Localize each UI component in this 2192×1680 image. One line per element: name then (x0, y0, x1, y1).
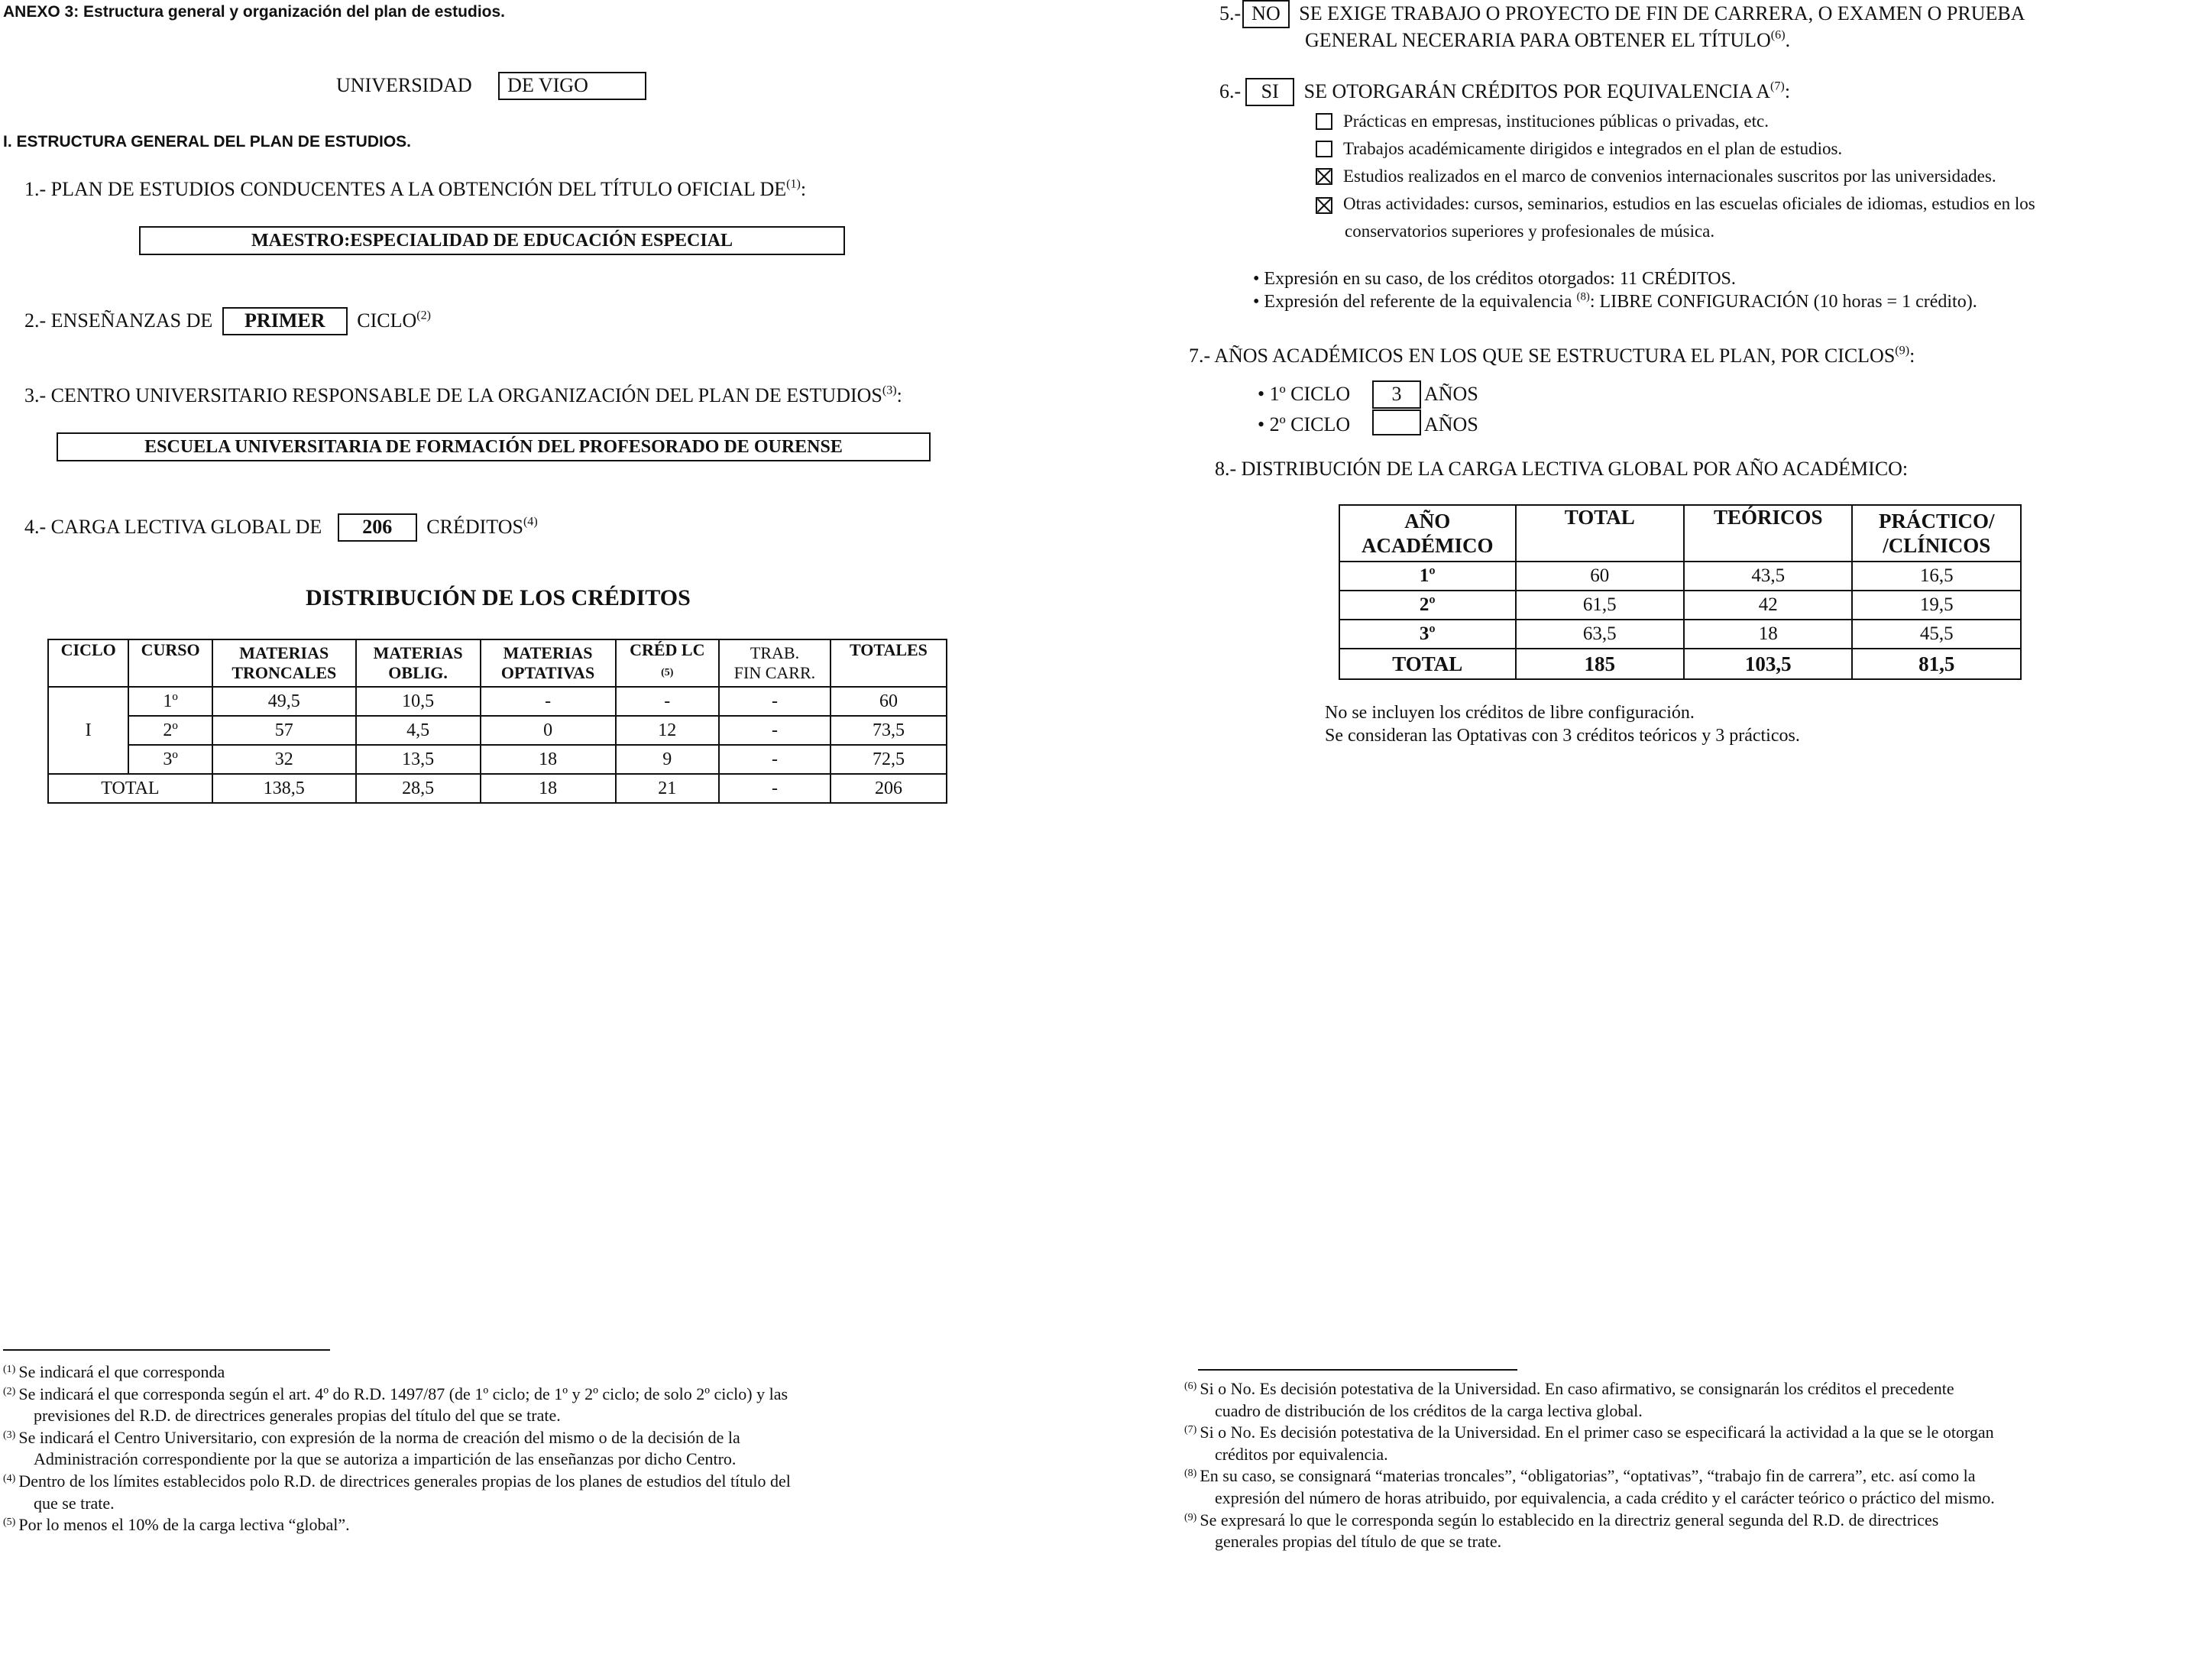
table-header-row (48, 639, 947, 687)
option-trabajos: Trabajos académicamente dirigidos e integrados en el plan de estudios. (1316, 138, 2179, 165)
table-cell: 18 (481, 774, 616, 803)
item8-note1: No se incluyen los créditos de libre configuración. (1325, 703, 1695, 723)
item1-note: (1) (786, 177, 801, 191)
col-ciclo: CICLO (48, 639, 128, 687)
col-teoricos: TEÓRICOS (1684, 505, 1852, 562)
table-cell: 185 (1516, 649, 1684, 679)
checkbox-unchecked-icon (1316, 113, 1332, 130)
university-value: DE VIGO (498, 72, 646, 100)
item2-row (24, 307, 431, 335)
table-cell: 73,5 (830, 716, 947, 745)
table-cell: 28,5 (356, 774, 481, 803)
item4-value: 206 (338, 513, 417, 542)
university-row (336, 72, 651, 100)
table-cell: 57 (212, 716, 356, 745)
table-cell: 9 (616, 745, 719, 774)
table-cell: 2º (1339, 591, 1516, 620)
table-cell: 60 (1516, 562, 1684, 591)
table-cell: 138,5 (212, 774, 356, 803)
item8-note2: Se consideran las Optativas con 3 créditos teóricos y 3 prácticos. (1325, 726, 1800, 746)
item3-value: ESCUELA UNIVERSITARIA DE FORMACIÓN DEL PROFESORADO DE OURENSE (57, 432, 931, 461)
col-trab: TRAB. FIN CARR. (719, 639, 830, 687)
table-cell: 60 (830, 687, 947, 716)
table-cell: - (719, 774, 830, 803)
item6-num: 6.- (1219, 80, 1242, 102)
col-total: TOTAL (1516, 505, 1684, 562)
table-cell: 42 (1684, 591, 1852, 620)
table-cell: 18 (1684, 620, 1852, 649)
table-cell: - (719, 745, 830, 774)
footnote: $^{(4)}$ Dentro de los límites establecidos polo R.D. de directrices generales propias de los planes de estudios del título del que se trate. (3, 1471, 791, 1513)
table-cell: - (719, 716, 830, 745)
item6-row: 6.- SI SE OTORGARÁN CRÉDITOS POR EQUIVALENCIA $A^{(7)}$: (1219, 78, 1790, 106)
table-cell: TOTAL (1339, 649, 1516, 679)
item8-label: 8.- DISTRIBUCIÓN DE LA CARGA LECTIVA GLOBAL POR AÑO ACADÉMICO: (1215, 458, 1909, 480)
table-cell: 32 (212, 745, 356, 774)
table-cell: 4,5 (356, 716, 481, 745)
footnote: $^{(7)}$ Si o No. Es decisión potestativa de la Universidad. En el primer caso se especificará la actividad a la que se le otorgan créditos por equivalencia. (1184, 1423, 1994, 1464)
item5: 5.- NO SE EXIGE TRABAJO O PROYECTO DE FIN DE CARRERA, O EXAMEN O PRUEBA GENERAL NECERARIA PARA OBTENER EL TÍTULO$^{(6)}$. (1219, 0, 2129, 53)
item5-value: NO (1242, 0, 1290, 28)
table-cell: - (719, 687, 830, 716)
item7-ciclo1: • 1º CICLO 3 AÑOS (1258, 380, 1478, 409)
table-cell: 72,5 (830, 745, 947, 774)
item1-label: 1.- PLAN DE ESTUDIOS CONDUCENTES A LA OBTENCIÓN DEL TÍTULO OFICIAL DE (24, 178, 787, 200)
annual-load-table (1339, 504, 2022, 680)
table-cell: 0 (481, 716, 616, 745)
footnote-divider (3, 1349, 330, 1351)
item1-value: MAESTRO:ESPECIALIDAD DE EDUCACIÓN ESPECIAL (139, 226, 845, 255)
item3-label-row: 3.- CENTRO UNIVERSITARIO RESPONSABLE DE LA ORGANIZACIÓN DEL PLAN DE ESTUDIOS$^{(3)}$: (24, 384, 902, 406)
table-cell: 1º (1339, 562, 1516, 591)
col-practicos: PRÁCTICO/ /CLÍNICOS (1852, 505, 2021, 562)
ciclo2-years (1372, 409, 1421, 435)
table-cell: - (481, 687, 616, 716)
table-cell: 81,5 (1852, 649, 2021, 679)
item6-expr1: • Expresión en su caso, de los créditos otorgados: 11 CRÉDITOS. (1253, 269, 1736, 289)
item6-value: SI (1245, 78, 1294, 106)
option-otras-actividades-cont: conservatorios superiores y profesionales de música. (1345, 222, 1715, 241)
table-cell: 18 (481, 745, 616, 774)
item6-text: SE OTORGARÁN CRÉDITOS POR EQUIVALENCIA A (1303, 80, 1771, 102)
table-cell: 19,5 (1852, 591, 2021, 620)
table-cell: 49,5 (212, 687, 356, 716)
footnote: $^{(8)}$ En su caso, se consignará “materias troncales”, “obligatorias”, “optativas”, “trabajo fin de carrera”, etc. así como la expresión del número de horas atribuido, por equivalencia, a cada crédito y el carácter teórico o práctico del mismo. (1184, 1466, 1995, 1507)
table-row (48, 687, 947, 716)
table-row (1339, 591, 2021, 620)
table-total-row (48, 774, 947, 803)
option-otras-actividades: Otras actividades: cursos, seminarios, estudios en las escuelas oficiales de idiomas, estudios en los (1316, 193, 2179, 220)
table-row (1339, 620, 2021, 649)
item2-value: PRIMER (222, 307, 348, 335)
table-cell: 12 (616, 716, 719, 745)
table-cell: 2º (128, 716, 212, 745)
footnote: $^{(1)}$ Se indicará el que corresponda (3, 1362, 225, 1381)
item3-note: (3) (882, 384, 897, 397)
table-cell: 16,5 (1852, 562, 2021, 591)
table-cell: 61,5 (1516, 591, 1684, 620)
footnote: $^{(9)}$ Se expresará lo que le corresponda según lo establecido en la directriz general segunda del R.D. de directrices generales propias del título de que se trate. (1184, 1510, 1939, 1552)
ciclo1-years: 3 (1372, 380, 1421, 409)
table-header-row (1339, 505, 2021, 562)
table-cell: 3º (1339, 620, 1516, 649)
checkbox-checked-icon (1316, 168, 1332, 185)
footnotes-right (1184, 1378, 2177, 1553)
table-cell: - (616, 687, 719, 716)
item1-label-row: 1.- PLAN DE ESTUDIOS CONDUCENTES A LA OBTENCIÓN DEL TÍTULO OFICIAL DE$^{(1)}$: (24, 177, 807, 200)
col-troncales: MATERIAS TRONCALES (212, 639, 356, 687)
item6-note: (7) (1770, 79, 1785, 93)
item2-note: (2) (416, 309, 432, 322)
credits-distribution-table (47, 639, 947, 804)
table-row (48, 745, 947, 774)
item5-text2: GENERAL NECERARIA PARA OBTENER EL TÍTULO (1305, 28, 1771, 51)
table-cell: 21 (616, 774, 719, 803)
total-label: TOTAL (48, 774, 212, 803)
col-anio: AÑO ACADÉMICO (1339, 505, 1516, 562)
item5-num: 5.- (1219, 2, 1242, 24)
table-cell: 10,5 (356, 687, 481, 716)
col-credlc: CRÉD LC (5) (616, 639, 719, 687)
ciclo-cell: I (48, 687, 128, 774)
item4-note: (4) (523, 515, 538, 529)
item4-row (24, 513, 538, 542)
col-curso: CURSO (128, 639, 212, 687)
col-totales: TOTALES (830, 639, 947, 687)
table-row (48, 716, 947, 745)
table-cell: 103,5 (1684, 649, 1852, 679)
item7-label: 7.- AÑOS ACADÉMICOS EN LOS QUE SE ESTRUCTURA EL PLAN, POR CICLOS (1189, 345, 1896, 367)
table-total-row (1339, 649, 2021, 679)
footnote: $^{(6)}$ Si o No. Es decisión potestativa de la Universidad. En caso afirmativo, se consignarán los créditos el precedente cuadro de distribución de los créditos de la carga lectiva global. (1184, 1379, 1954, 1420)
item2-label: 2.- ENSEÑANZAS DE (24, 309, 213, 332)
option-practicas: Prácticas en empresas, instituciones públicas o privadas, etc. (1316, 110, 2179, 138)
footnotes-left (3, 1361, 964, 1536)
table-cell: 43,5 (1684, 562, 1852, 591)
table-cell: 3º (128, 745, 212, 774)
university-label: UNIVERSIDAD (336, 74, 472, 96)
item4-suffix: CRÉDITOS (426, 516, 523, 538)
table-cell: 206 (830, 774, 947, 803)
item7-note: (9) (1895, 344, 1910, 358)
item4-label: 4.- CARGA LECTIVA GLOBAL DE (24, 516, 322, 538)
distribution-title: DISTRIBUCIÓN DE LOS CRÉDITOS (306, 585, 691, 610)
table-cell: 63,5 (1516, 620, 1684, 649)
col-oblig: MATERIAS OBLIG. (356, 639, 481, 687)
item5-text1: SE EXIGE TRABAJO O PROYECTO DE FIN DE CARRERA, O EXAMEN O PRUEBA (1299, 2, 2025, 24)
section-title: I. ESTRUCTURA GENERAL DEL PLAN DE ESTUDIOS. (3, 133, 411, 151)
table-row (1339, 562, 2021, 591)
table-cell: 45,5 (1852, 620, 2021, 649)
col-optativas: MATERIAS OPTATIVAS (481, 639, 616, 687)
table-cell: 13,5 (356, 745, 481, 774)
item3-label: 3.- CENTRO UNIVERSITARIO RESPONSABLE DE LA ORGANIZACIÓN DEL PLAN DE ESTUDIOS (24, 384, 882, 406)
option-estudios-convenios: Estudios realizados en el marco de convenios internacionales suscritos por las universidades. (1316, 165, 2179, 193)
table-cell: 1º (128, 687, 212, 716)
footnote: $^{(5)}$ Por lo menos el 10% de la carga lectiva “global”. (3, 1515, 350, 1535)
item5-note: (6) (1770, 28, 1786, 42)
item7-label-row: 7.- AÑOS ACADÉMICOS EN LOS QUE SE ESTRUCTURA EL PLAN, POR CICLOS$^{(9)}$: (1189, 344, 1915, 367)
item6-expr2: • Expresión del referente de la equivalencia $^{(8)}$: LIBRE CONFIGURACIÓN (10 horas = 1 crédito). (1253, 290, 1977, 312)
footnote: $^{(2)}$ Se indicará el que corresponda según el art. 4º do R.D. 1497/87 (de 1º ciclo; de 1º y 2º ciclo; de solo 2º ciclo) y las previsiones del R.D. de directrices generales propias del título del que se trate. (3, 1384, 788, 1426)
footnote: $^{(3)}$ Se indicará el Centro Universitario, con expresión de la norma de creación del mismo o de la decisión de la Administración correspondiente por la que se autoriza a impartición de las enseñanzas por dicho Centro. (3, 1427, 740, 1469)
checkbox-checked-icon (1316, 197, 1332, 214)
checkbox-unchecked-icon (1316, 141, 1332, 157)
footnote-divider (1198, 1369, 1517, 1371)
item7-ciclo2: • 2º CICLO AÑOS (1258, 409, 1478, 438)
equivalence-options (1316, 110, 2179, 242)
annex-title: ANEXO 3: Estructura general y organización del plan de estudios. (3, 3, 505, 21)
item2-suffix: CICLO (357, 309, 417, 332)
